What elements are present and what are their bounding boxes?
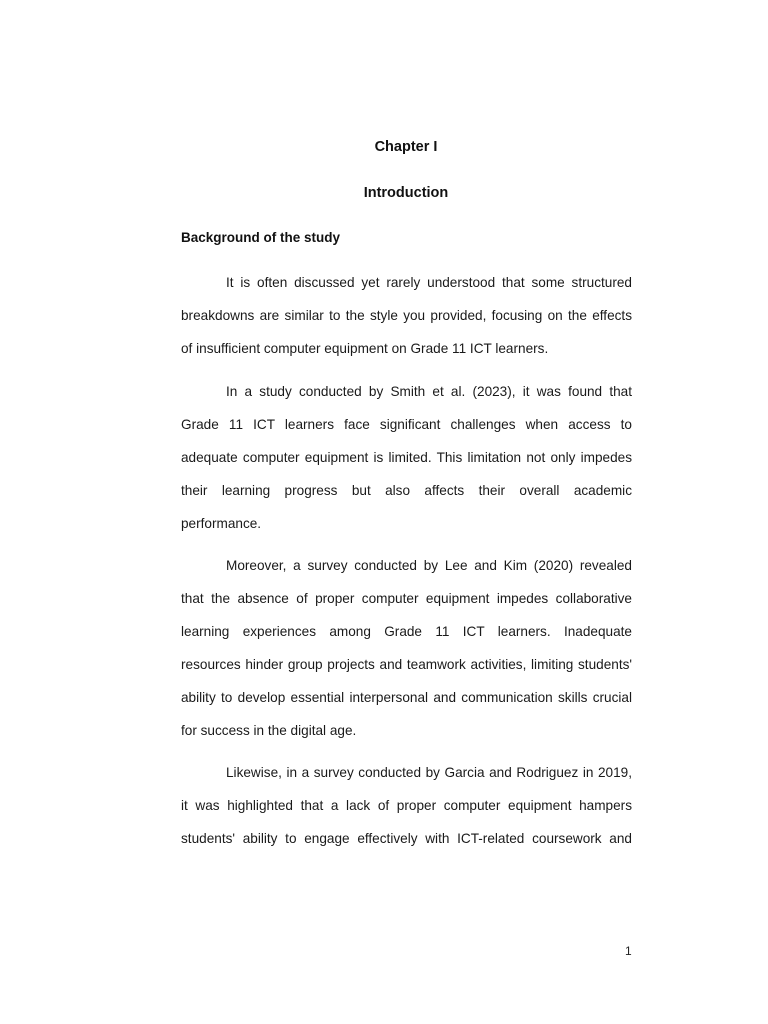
- paragraph-line: Likewise, in a survey conducted by Garcia and Rodriguez in 2019,: [226, 765, 632, 780]
- paragraph-line: students' ability to engage effectively with ICT-related coursework and: [181, 831, 632, 846]
- paragraph-line: resources hinder group projects and teamwork activities, limiting students': [181, 657, 632, 672]
- paragraph-line: It is often discussed yet rarely understood that some structured: [226, 275, 632, 290]
- paragraph-line: their learning progress but also affects their overall academic: [181, 483, 632, 498]
- paragraph-line: of insufficient computer equipment on Grade 11 ICT learners.: [181, 341, 549, 356]
- page-number: 1: [625, 944, 632, 958]
- paragraph-line: for success in the digital age.: [181, 723, 357, 738]
- paragraph-line: In a study conducted by Smith et al. (2023), it was found that: [226, 384, 632, 399]
- paragraph-line: adequate computer equipment is limited. This limitation not only impedes: [181, 450, 632, 465]
- section-heading: Background of the study: [181, 230, 341, 245]
- chapter-title: Introduction: [363, 185, 449, 201]
- paragraph-2: [181, 375, 632, 540]
- paragraph-line: that the absence of proper computer equipment impedes collaborative: [181, 591, 632, 606]
- paragraph-line: learning experiences among Grade 11 ICT learners. Inadequate: [181, 624, 632, 639]
- paragraph-line: it was highlighted that a lack of proper computer equipment hampers: [181, 798, 632, 813]
- paragraph-line: ability to develop essential interpersonal and communication skills crucial: [181, 690, 632, 705]
- paragraph-3: [181, 549, 632, 747]
- paragraph-4: [181, 756, 632, 855]
- paragraph-line: Grade 11 ICT learners face significant challenges when access to: [181, 417, 632, 432]
- paragraph-line: Moreover, a survey conducted by Lee and Kim (2020) revealed: [226, 558, 632, 573]
- chapter-label: Chapter I: [374, 139, 438, 155]
- paragraph-line: breakdowns are similar to the style you provided, focusing on the effects: [181, 308, 632, 323]
- paragraph-1: [181, 266, 632, 365]
- paragraph-line: performance.: [181, 516, 262, 531]
